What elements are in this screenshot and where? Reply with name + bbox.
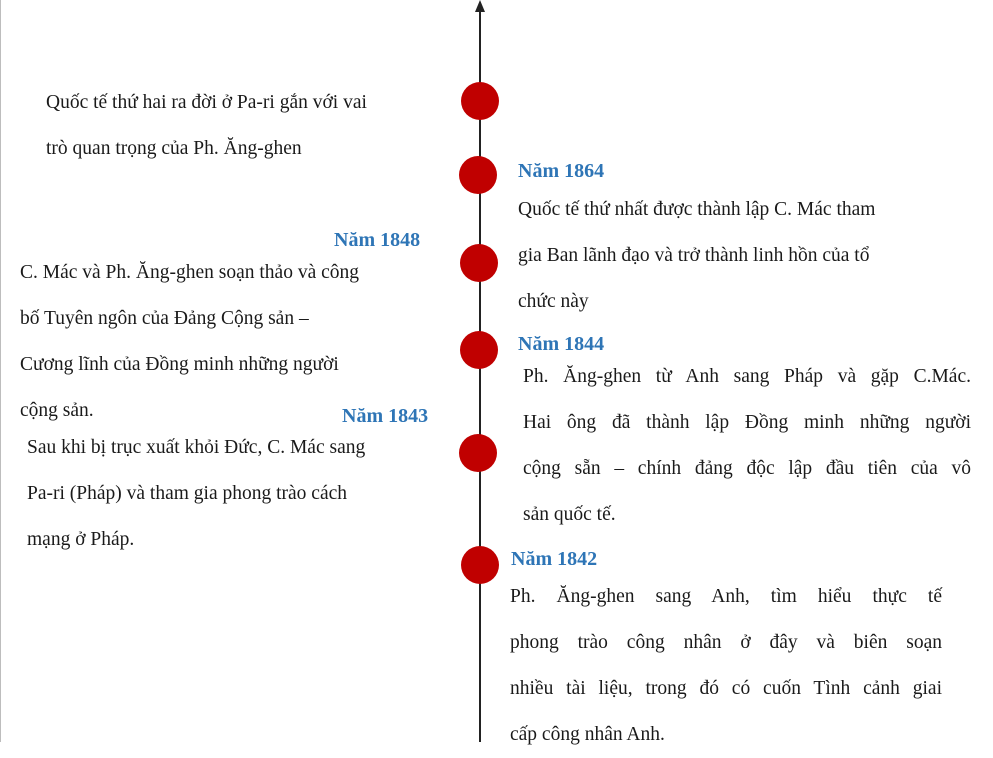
event-line: Pa-ri (Pháp) và tham gia phong trào cách	[27, 483, 348, 504]
event-line: cấp công nhân Anh.	[510, 724, 665, 745]
event-description-1844	[523, 354, 971, 538]
event-line: Cương lĩnh của Đồng minh những người	[20, 354, 339, 375]
event-line: Sau khi bị trục xuất khỏi Đức, C. Mác sang	[27, 437, 366, 458]
event-line: C. Mác và Ph. Ăng-ghen soạn thảo và công	[20, 262, 360, 283]
timeline-marker-1843	[459, 434, 497, 472]
event-line: gia Ban lãnh đạo và trở thành linh hồn của tổ	[518, 245, 870, 266]
event-line: Ph. Ăng-ghen sang Anh, tìm hiểu thực tế	[510, 586, 942, 607]
event-line: Ph. Ăng-ghen từ Anh sang Pháp và gặp C.Mác.	[523, 366, 971, 387]
event-description-1864	[518, 187, 875, 325]
event-line: phong trào công nhân ở đây và biên soạn	[510, 632, 942, 653]
event-year-1843: Năm 1843	[342, 405, 429, 427]
timeline-marker-1842	[461, 546, 499, 584]
event-line: bố Tuyên ngôn của Đảng Cộng sản –	[20, 308, 309, 329]
event-line: cộng sẵn – chính đảng độc lập đầu tiên của vô	[523, 458, 971, 479]
event-year-1864: Năm 1864	[518, 160, 605, 182]
timeline-arrow-icon	[475, 0, 485, 12]
event-description-1848	[20, 250, 359, 434]
event-year-1844: Năm 1844	[518, 333, 605, 355]
event-line: cộng sản.	[20, 400, 94, 421]
event-line: sản quốc tế.	[523, 504, 616, 525]
event-line: mạng ở Pháp.	[27, 529, 135, 550]
timeline-marker-intl-2	[461, 82, 499, 120]
event-line: trò quan trọng của Ph. Ăng-ghen	[46, 138, 302, 159]
event-line: chức này	[518, 291, 589, 312]
event-line: nhiều tài liệu, trong đó có cuốn Tình cảnh giai	[510, 678, 942, 699]
event-line: Hai ông đã thành lập Đồng minh những người	[523, 412, 971, 433]
event-line: Quốc tế thứ nhất được thành lập C. Mác tham	[518, 199, 876, 220]
timeline-marker-1844	[460, 331, 498, 369]
event-description-1842	[510, 574, 942, 758]
event-year-1842: Năm 1842	[511, 548, 598, 570]
slide-border	[0, 0, 1, 742]
event-line: Quốc tế thứ hai ra đời ở Pa-ri gắn với vai	[46, 92, 367, 113]
timeline-marker-1864	[459, 156, 497, 194]
event-description-intl-2	[46, 80, 367, 172]
event-description-1843	[27, 425, 365, 563]
event-year-1848: Năm 1848	[334, 229, 421, 251]
timeline-marker-1848	[460, 244, 498, 282]
